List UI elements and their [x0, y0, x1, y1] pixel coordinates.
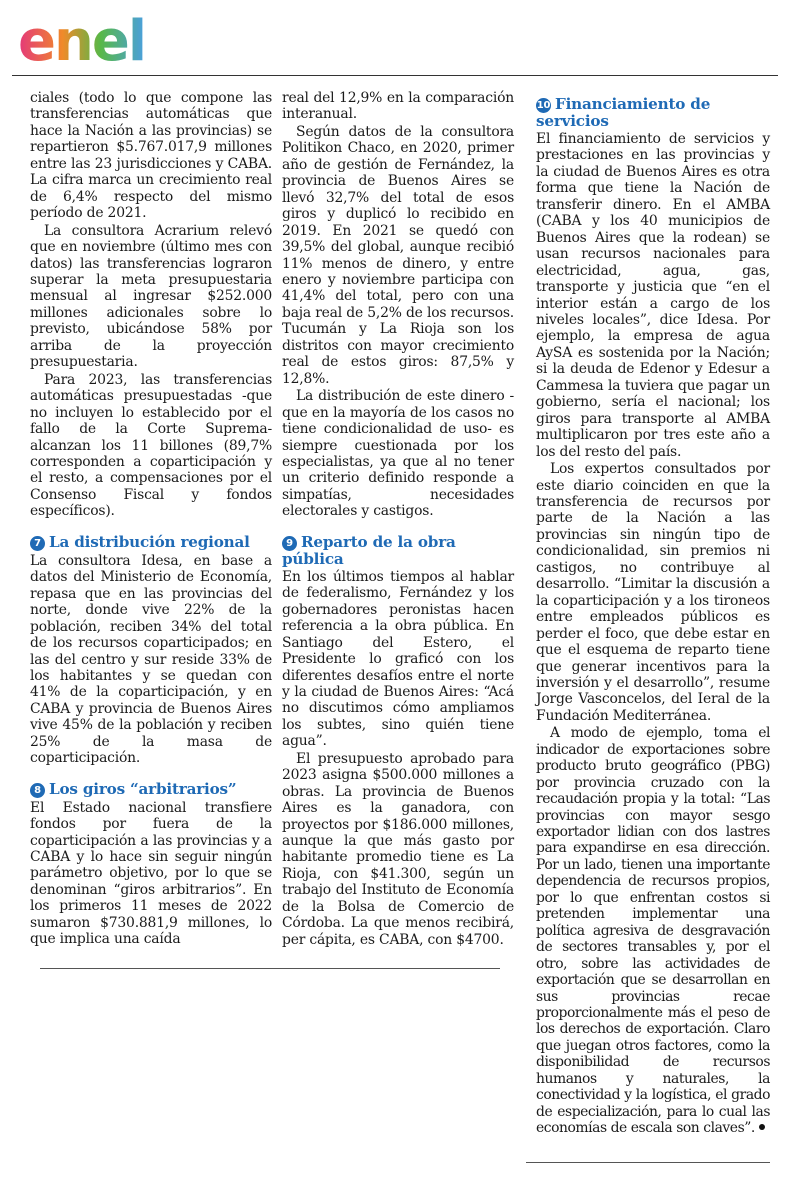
section-heading-7	[30, 534, 272, 551]
paragraph: La consultora Acrarium relevó que en noviembre (último mes con datos) las transferencias lograron superar la meta presupuestaria mensual al ingresar $252.000 millones adicionales sobre lo previsto, ubicándose 58% por arriba de la proyección presupuestaria.	[30, 222, 272, 371]
paragraph: La distribución de este dinero -que en la mayoría de los casos no tiene condicionalidad de uso- es siempre cuestionada por los especialistas, ya que al no tener un criterio definido responde a simpatías, necesidades electorales y castigos.	[282, 388, 514, 520]
section-heading-8	[30, 781, 272, 798]
paragraph: La consultora Idesa, en base a datos del Ministerio de Economía, repasa que en las provincias del norte, donde vive 22% de la población, reciben 34% del total de los recursos coparticipados; en las del centro y sur reside 33% de los habitantes y se quedan con 41% de la coparticipación, y en CABA y provincia de Buenos Aires vive 45% de la población y reciben 25% de la masa de coparticipación.	[30, 552, 272, 767]
svg-text:enel: enel	[18, 14, 146, 70]
paragraph: Según datos de la consultora Politikon Chaco, en 2020, primer año de gestión de Fernández, la provincia de Buenos Aires se llevó 32,7% del total de esos giros y duplicó lo recibido en 2019. En 2021 se quedó con 39,5% del global, aunque recibió 11% menos de dinero, y entre enero y noviembre participa con 41,4% del total, pero con una baja real de 5,2% de los recursos. Tucumán y La Rioja son los distritos con mayor crecimiento real de estos giros: 87,5% y 12,8%.	[282, 123, 514, 387]
section-title: Reparto de la obra pública	[282, 532, 456, 568]
paragraph: Los expertos consultados por este diario coinciden en que la transferencia de recursos por parte de la Nación a las provincias sin ningún tipo de condicionalidad, sin premios ni castigos, no contribuye al desarrollo. “Limitar la discusión a la coparticipación y a los tironeos entre empleados públicos es perder el foco, que debe estar en que el esquema de reparto tiene que generar incentivos para la inversión y el desarrollo”, resume Jorge Vasconcelos, del Ieral de la Fundación Mediterránea.	[536, 461, 770, 724]
section-number-badge: 9	[282, 536, 297, 551]
section-heading-9	[282, 534, 514, 567]
paragraph: Para 2023, las transferencias automáticas presupuestadas -que no incluyen lo establecido por el fallo de la Corte Suprema- alcanzan los 11 billones (89,7% corresponden a coparticipación y el resto, a compensaciones por el Consenso Fiscal y fondos específicos).	[30, 371, 272, 520]
bottom-rule-left	[40, 968, 500, 969]
end-of-article-icon	[759, 1124, 765, 1130]
paragraph: ciales (todo lo que compone las transferencias automáticas que hace la Nación a las provincias) se repartieron $5.767.017,9 millones entre las 23 jurisdicciones y CABA. La cifra marca un crecimiento real de 6,4% respecto del mismo período de 2021.	[30, 90, 272, 222]
article-column-3	[536, 96, 770, 1137]
section-title: Los giros “arbitrarios”	[49, 779, 237, 798]
section-number-badge: 10	[536, 100, 551, 111]
paragraph: El financiamiento de servicios y prestaciones en las provincias y la ciudad de Buenos Aires es otra forma que tiene la Nación de transferir dinero. En el AMBA (CABA y los 40 municipios de Buenos Aires que la rodean) se usan recursos nacionales para electricidad, agua, gas, transporte y justicia que “en el interior están a cargo de los niveles locales”, dice Idesa. Por ejemplo, la empresa de agua AySA es sostenida por la Nación; si la deuda de Edenor y Edesur a Cammesa la tuviera que pagar un gobierno, sería el nacional; los giros para transporte al AMBA multiplicaron por tres este año a los del resto del país.	[536, 131, 770, 460]
section-number-badge: 8	[30, 783, 45, 798]
section-title: Financiamiento de servicios	[536, 95, 711, 130]
paragraph: En los últimos tiempos al hablar de federalismo, Fernández y los gobernadores peronistas hacen referencia a la obra pública. En Santiago del Estero, el Presidente lo graficó con los diferentes desafíos entre el norte y la ciudad de Buenos Aires: “Acá no discutimos cómo ampliamos los subtes, sino quién tiene agua”.	[282, 568, 514, 750]
paragraph: El presupuesto aprobado para 2023 asigna $500.000 millones a obras. La provincia de Buenos Aires es la ganadora, con proyectos por $186.000 millones, aunque la que más gasto por habitante promedio tiene es La Rioja, con $41.300, según un trabajo del Instituto de Economía de la Bolsa de Comercio de Córdoba. La que menos recibirá, per cápita, es CABA, con $4700.	[282, 750, 514, 948]
bottom-rule-right	[526, 1162, 770, 1163]
section-number-badge: 7	[30, 536, 45, 551]
article-column-1	[30, 90, 272, 948]
paragraph-text: A modo de ejemplo, toma el indicador de exportaciones sobre producto bruto geográfico (PBG) por provincia cruzado con la recaudación propia y la total: “Las provincias con mayor sesgo exportador lidian con dos lastres para expandirse en esa dirección. Por un lado, tienen una importante dependencia de recursos propios, por lo que enfrentan costos si pretenden implementar una política agresiva de desgravación de sectores transables y, por el otro, sobre las actividades de exportación que se desarrollan en sus provincias recae proporcionalmente más el peso de los derechos de exportación. Claro que juegan otros factores, como la disponibilidad de recursos humanos y naturales, la conectividad y la logística, el grado de especialización, para lo cual las economías de escala son claves”.	[536, 725, 770, 1137]
header-rule	[12, 75, 778, 76]
paragraph: real del 12,9% en la comparación interanual.	[282, 90, 514, 123]
masthead	[0, 0, 800, 76]
section-heading-10	[536, 96, 770, 129]
section-title: La distribución regional	[49, 532, 250, 551]
paragraph	[536, 725, 770, 1136]
enel-logo	[18, 14, 170, 70]
article-column-2	[282, 90, 514, 948]
paragraph: El Estado nacional transfiere fondos por fuera de la coparticipación a las provincias y a CABA y lo hace sin seguir ningún parámetro objetivo, por lo que se denominan “giros arbitrarios”. En los primeros 11 meses de 2022 sumaron $730.881,9 millones, lo que implica una caída	[30, 799, 272, 948]
